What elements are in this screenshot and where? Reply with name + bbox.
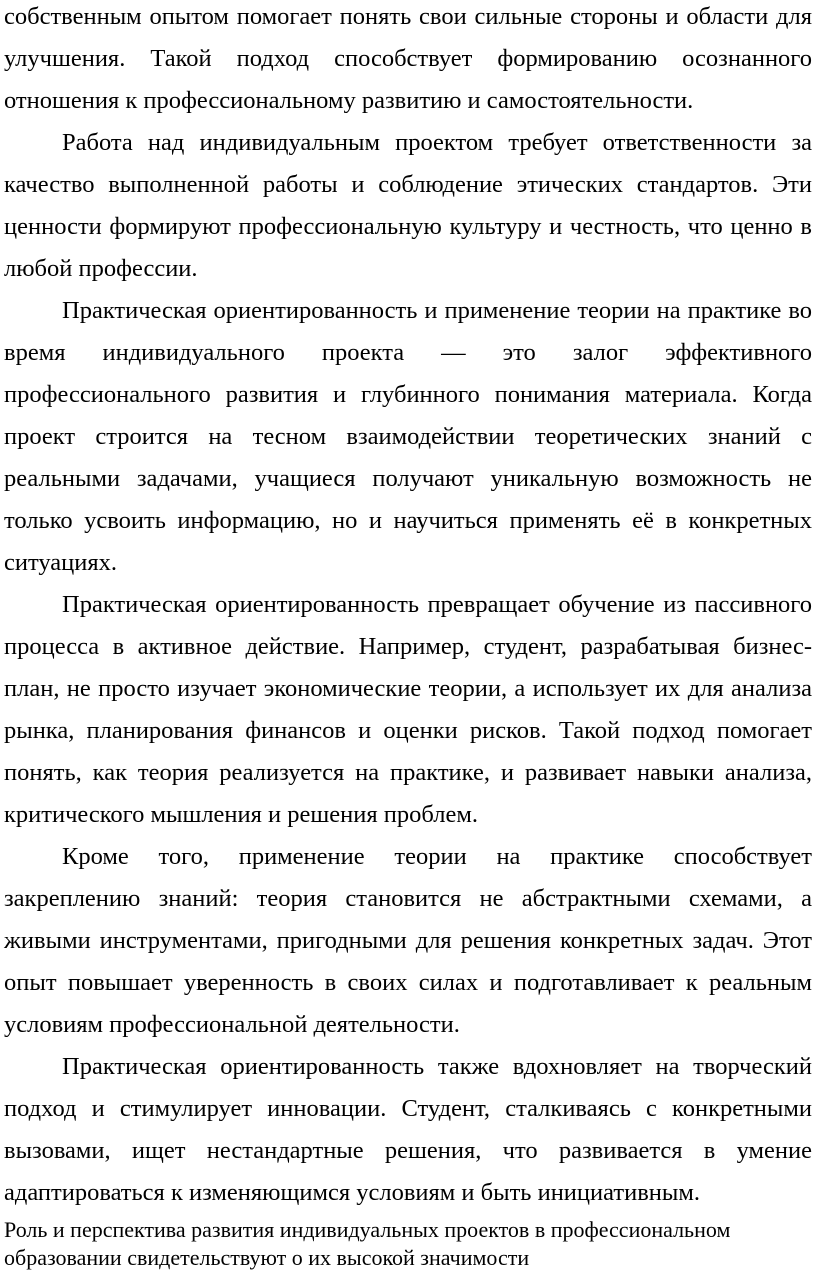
paragraph-innovation: Практическая ориентированность также вдохновляет на творческий подход и стимулирует инновации. Студент, сталкиваясь с конкретными вызовами, ищет нестандартные решения, что развивается в умение адаптироваться к изменяющимся условиям и быть инициативным. xyxy=(4,1053,812,1206)
paragraph-continuation: собственным опытом помогает понять свои сильные стороны и области для улучшения. Такой подход способствует формированию осознанного отношения к профессиональному развитию и самостоятельности. xyxy=(4,3,812,114)
paragraph-practical-orientation: Практическая ориентированность и применение теории на практике во время индивидуального проекта — это залог эффективного профессионального развития и глубинного понимания материала. Когда проект строится на тесном взаимодействии теоретических знаний с реальными задачами, учащиеся получают уникальную возможность не только усвоить информацию, но и научиться применять её в конкретных ситуациях. xyxy=(4,297,812,576)
paragraph-responsibility: Работа над индивидуальным проектом требует ответственности за качество выполненной работы и соблюдение этических стандартов. Эти ценности формируют профессиональную культуру и честность, что ценно в любой профессии. xyxy=(4,129,812,282)
paragraph-knowledge-consolidation: Кроме того, применение теории на практике способствует закреплению знаний: теория становится не абстрактными схемами, а живыми инструментами, пригодными для решения конкретных задач. Этот опыт повышает уверенность в своих силах и подготавливает к реальным условиям профессиональной деятельности. xyxy=(4,843,812,1038)
section-heading: Роль и перспектива развития индивидуальных проектов в профессиональном образовании свидетельствуют о их высокой значимости xyxy=(4,1217,731,1270)
paragraph-active-learning: Практическая ориентированность превращает обучение из пассивного процесса в активное действие. Например, студент, разрабатывая бизнес-план, не просто изучает экономические теории, а использует их для анализа рынка, планирования финансов и оценки рисков. Такой подход помогает понять, как теория реализуется на практике, и развивает навыки анализа, критического мышления и решения проблем. xyxy=(4,591,812,828)
